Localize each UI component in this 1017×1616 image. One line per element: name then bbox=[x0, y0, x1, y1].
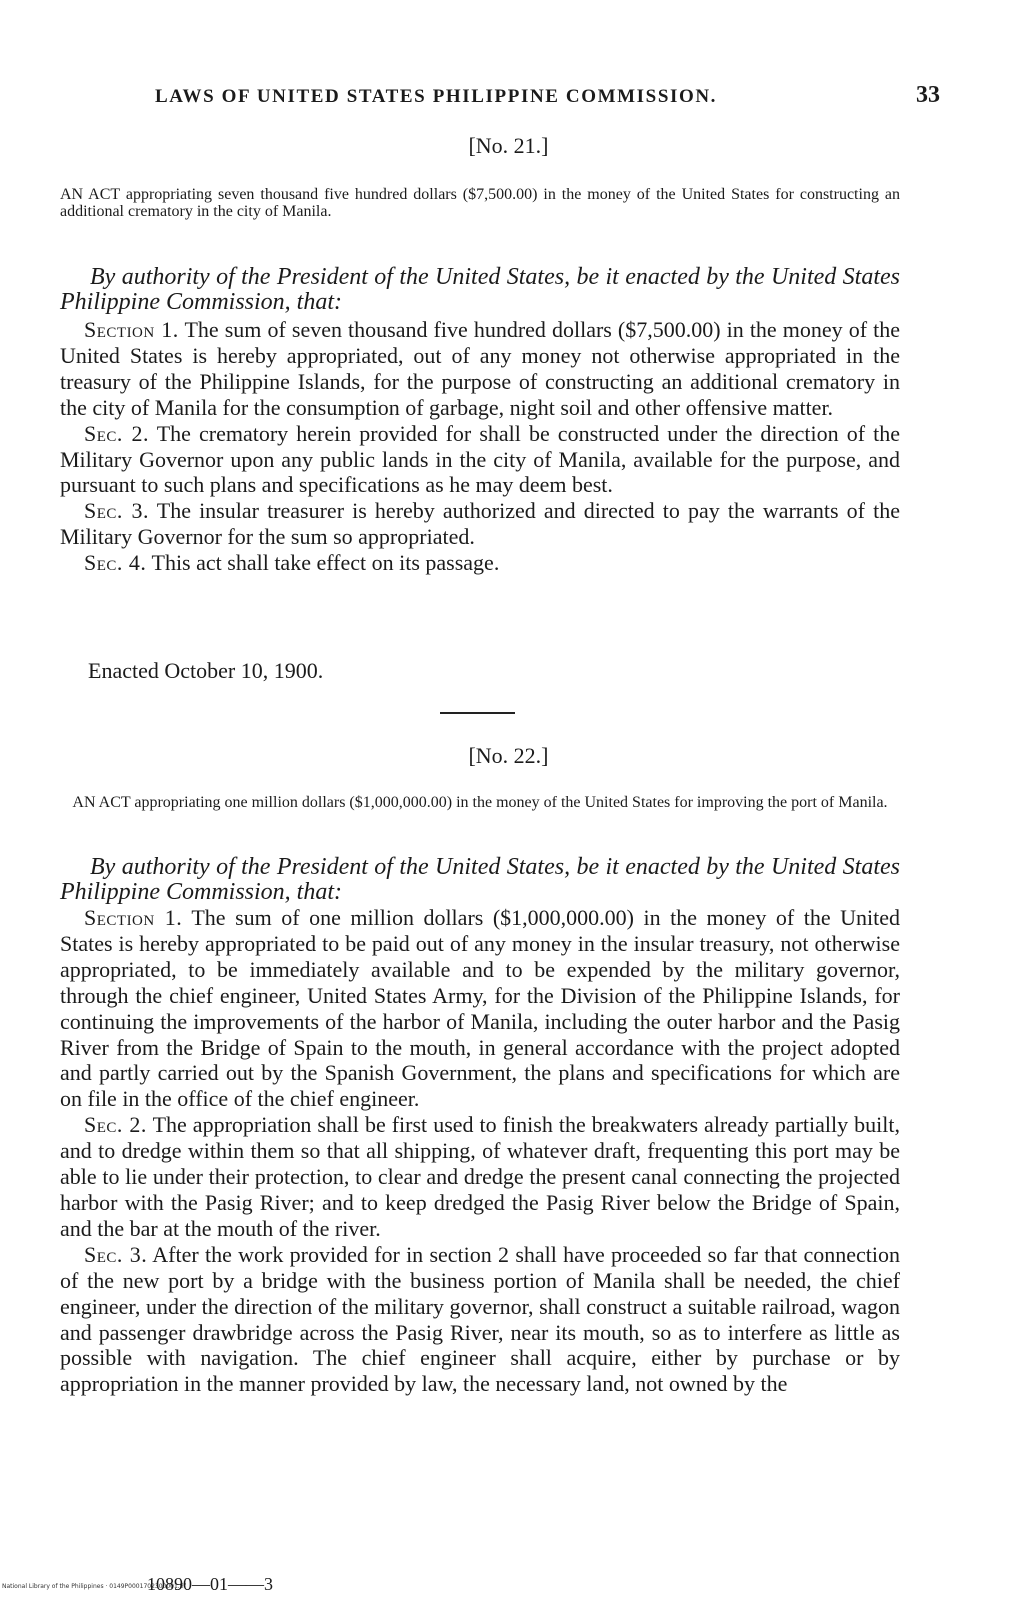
act-22-authority: By authority of the President of the United States, be it enacted by the United States Philippine Commission, that: bbox=[60, 854, 900, 905]
act-22-section-3 bbox=[60, 1242, 900, 1397]
act-21-section-3 bbox=[60, 498, 900, 550]
section-text: The appropriation shall be first used to finish the breakwaters already partially built, and to dredge within them so that all shipping, of whatever draft, frequenting this port may be able to lie under their protection, to clear and dredge the present canal connecting the projected harbor with the Pasig River; and to keep dredged the Pasig River below the Bridge of Spain, and the bar at the mouth of the river. bbox=[60, 1112, 900, 1241]
section-label: Sec. 3. bbox=[84, 498, 150, 524]
section-label: Sec. 4. bbox=[84, 550, 147, 576]
section-text: The insular treasurer is hereby authorized and directed to pay the warrants of the Military Governor for the sum so appropriated. bbox=[60, 498, 901, 550]
section-label: Section 1. bbox=[84, 905, 183, 930]
section-divider bbox=[440, 712, 515, 714]
act-21-section-1 bbox=[60, 317, 900, 421]
act-22-section-2 bbox=[60, 1112, 900, 1242]
act-22-number: [No. 22.] bbox=[468, 743, 549, 768]
act-22-section-1 bbox=[60, 905, 900, 1112]
act-22-title: AN ACT appropriating one million dollars ($1,000,000.00) in the money of the United States for improving the port of Manila. bbox=[72, 794, 888, 811]
page-number: 33 bbox=[916, 82, 940, 108]
section-label: Sec. 2. bbox=[84, 1112, 147, 1138]
act-21-title: AN ACT appropriating seven thousand five hundred dollars ($7,500.00) in the money of the United States for constructing an additional crematory in the city of Manila. bbox=[60, 186, 900, 220]
section-label: Section 1. bbox=[84, 317, 179, 342]
library-credit: National Library of the Philippines · 0149P0001702300001.tif bbox=[2, 1583, 186, 1590]
section-text: After the work provided for in section 2 shall have proceeded so far that connection of the new port by a bridge with the business portion of Manila shall be needed, the chief engineer, under the direction of the military governor, shall construct a suitable railroad, wagon and passenger drawbridge across the Pasig River, near its mouth, so as to interfere as little as possible with navigation. The chief engineer shall acquire, either by purchase or by appropriation in the manner provided by law, the necessary land, not owned by the bbox=[60, 1241, 901, 1397]
act-21-authority: By authority of the President of the United States, be it enacted by the United States Philippine Commission, that: bbox=[60, 264, 900, 315]
act-21-number: [No. 21.] bbox=[468, 133, 549, 158]
act-21-enacted: Enacted October 10, 1900. bbox=[88, 658, 324, 683]
section-label: Sec. 3. bbox=[84, 1241, 148, 1267]
act-21-body bbox=[60, 317, 900, 576]
section-text: The sum of one million dollars ($1,000,000.00) in the money of the United States is hereby appropriated to be paid out of any money in the insular treasury, not otherwise appropriated, to be immediately available and to be expended by the military governor, through the chief engineer, United States Army, for the Division of the Philippine Islands, for continuing the improvements of the harbor of Manila, including the outer harbor and the Pasig River from the Bridge of Spain to the mouth, in general accordance with the project adopted and partly carried out by the Spanish Government, the plans and specifications for which are on file in the office of the chief engineer. bbox=[60, 905, 901, 1112]
section-label: Sec. 2. bbox=[84, 420, 149, 446]
section-text: The crematory herein provided for shall be constructed under the direction of the Military Governor upon any public lands in the city of Manila, available for the purpose, and pursuant to such plans and specifications as he may deem best. bbox=[60, 420, 901, 498]
running-title: LAWS OF UNITED STATES PHILIPPINE COMMISSION. bbox=[155, 86, 718, 107]
act-21-section-2 bbox=[60, 421, 900, 499]
running-head bbox=[60, 82, 940, 112]
act-22-body bbox=[60, 905, 900, 1397]
section-text: The sum of seven thousand five hundred dollars ($7,500.00) in the money of the United States is hereby appropriated, out of any money not otherwise appropriated in the treasury of the Philippine Islands, for the purpose of constructing an additional crematory in the city of Manila for the consumption of garbage, night soil and other offensive matter. bbox=[60, 317, 900, 420]
printer-signature: 10890—01——3 bbox=[147, 1574, 273, 1594]
act-21-section-4 bbox=[60, 550, 900, 576]
section-text: This act shall take effect on its passage. bbox=[146, 550, 500, 576]
